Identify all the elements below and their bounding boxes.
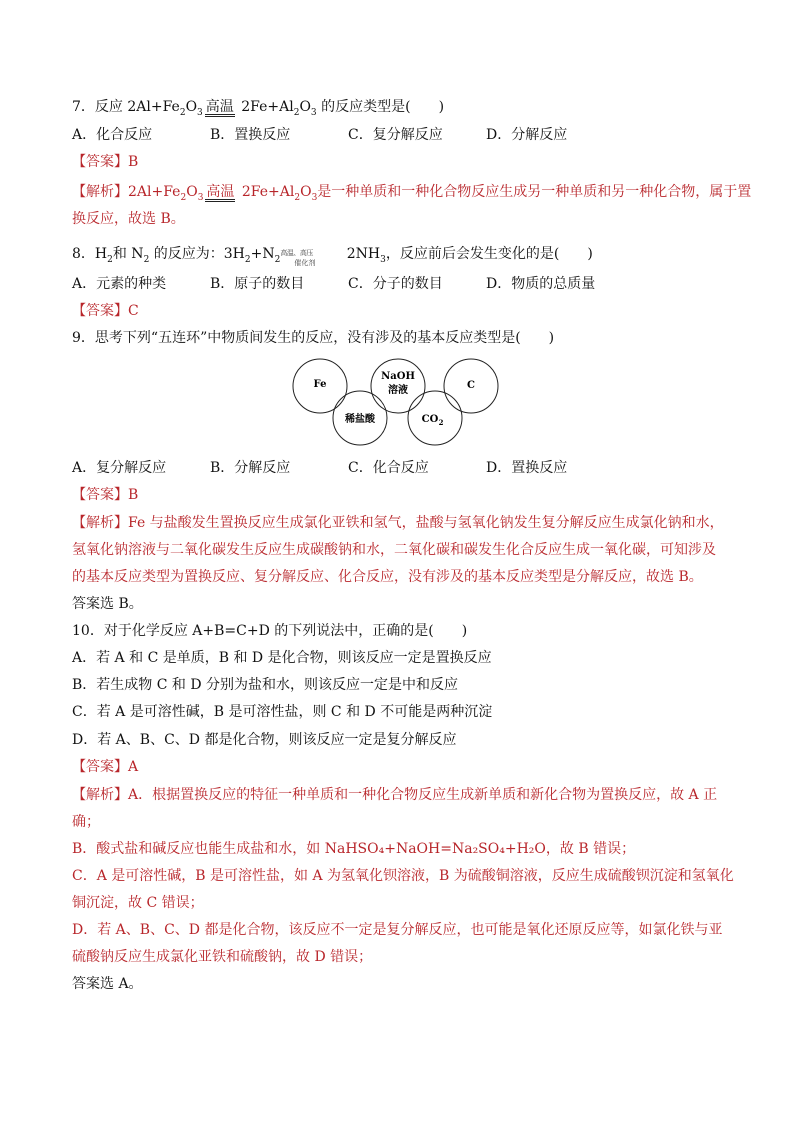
q9-option-a: A．复分解反应 [72,460,167,476]
q9-stem: 9．思考下列“五连环”中物质间发生的反应，没有涉及的基本反应类型是( ) [72,330,555,346]
five-rings-diagram [280,355,520,455]
q9-analysis-line-3: 的基本反应类型为置换反应、复分解反应、化合反应，没有涉及的基本反应类型是分解反应，故选 B。 [72,569,703,585]
q8-option-d: D．物质的总质量 [486,276,596,292]
q8-answer-value: C [128,303,139,319]
q10-analysis-line-2: 确； [72,814,100,830]
q8-option-c: C．分子的数目 [348,276,443,292]
q7-analysis-line-1: 【解析】$2Al+Fe_2O_3$ 高温 $2Fe+Al_2O_3$是一种单质和一种化合物反应生成另一种单质和另一种化合物，属于置 [72,184,752,203]
ring-hcl-label: 稀盐酸 [345,414,375,425]
q7-option-a: A．化合反应 [72,127,153,143]
q9-option-c: C．化合反应 [348,460,429,476]
q9-answer: 【答案】B [72,487,139,503]
q9-option-d: D．置换反应 [486,460,568,476]
q8-option-a: A．元素的种类 [72,276,167,292]
q8-option-b: B．原子的数目 [210,276,305,292]
q7-option-c: C．复分解反应 [348,127,443,143]
q7-analysis-line-2: 换反应，故选 B。 [72,211,185,227]
q10-analysis-line-7: 硫酸钠反应生成氯化亚铁和硫酸钠，故 D 错误； [72,949,373,965]
q7-answer-value: B [128,154,139,170]
q7-option-d: D．分解反应 [486,127,568,143]
ring-co2-sub: 2 [438,418,444,427]
ring-naoh-label-2: 溶液 [388,385,408,396]
q8-stem: 8．$H_2$和 $N_2$ 的反应为：$3H_2+N_2$ 高温、高压 催化剂 $2NH_3$，反应前后会发生变化的是( ) [72,242,593,271]
q7-reaction-condition: 高温 [205,99,234,115]
q10-analysis-line-4: C．A 是可溶性碱，B 是可溶性盐，如 A 为氢氧化钡溶液，B 为硫酸铜溶液，反应生成硫酸钡沉淀和氢氧化 [72,868,734,884]
ring-fe-label: Fe [313,379,327,390]
q10-analysis-line-1: 【解析】A．根据置换反应的特征一种单质和一种化合物反应生成新单质和新化合物为置换反应，故 A 正 [72,787,718,803]
q10-option-c: C．若 A 是可溶性碱，B 是可溶性盐，则 C 和 D 不可能是两种沉淀 [72,704,493,720]
q10-stem: 10．对于化学反应 A+B=C+D 的下列说法中，正确的是( ) [72,623,468,639]
q9-option-b: B．分解反应 [210,460,291,476]
q10-option-b: B．若生成物 C 和 D 分别为盐和水，则该反应一定是中和反应 [72,677,459,693]
q10-option-a: A．若 A 和 C 是单质，B 和 D 是化合物，则该反应一定是置换反应 [72,650,492,666]
q10-answer: 【答案】A [72,759,139,775]
q10-analysis-line-3: B．酸式盐和碱反应也能生成盐和水，如 NaHSO₄+NaOH=Na₂SO₄+H₂O，故 B 错误； [72,841,636,857]
q10-analysis-line-6: D．若 A、B、C、D 都是化合物，该反应不一定是复分解反应，也可能是氧化还原反应等，如氯化铁与亚 [72,922,723,938]
q7-stem: 7．反应 $2Al+Fe_2O_3$ 高温 $2Fe+Al_2O_3$ 的反应类型是( ) [72,99,445,118]
q7-answer: 【答案】B [72,154,139,170]
q7-option-b: B．置换反应 [210,127,291,143]
q9-analysis-line-2: 氢氧化钠溶液与二氧化碳发生反应生成碳酸钠和水，二氧化碳和碳发生化合反应生成一氧化碳，可知涉及 [72,542,716,558]
ring-co2-label: CO [421,414,439,425]
q9-analysis-line-1: 【解析】Fe 与盐酸发生置换反应生成氯化亚铁和氢气，盐酸与氢氧化钠发生复分解反应生成氯化钠和水， [72,515,724,531]
q8-answer: 【答案】C [72,303,139,319]
q10-option-d: D．若 A、B、C、D 都是化合物，则该反应一定是复分解反应 [72,732,457,748]
q10-analysis-line-5: 铜沉淀，故 C 错误； [72,895,204,911]
q8-reaction-condition: 高温、高压 催化剂 [280,249,316,267]
ring-c-label: C [467,380,475,391]
q10-answer-value: A [128,759,139,775]
q10-analysis-line-8: 答案选 A。 [72,976,143,992]
ring-naoh-label-1: NaOH [381,371,415,382]
q9-answer-value: B [128,487,139,503]
q9-analysis-line-4: 答案选 B。 [72,596,143,612]
